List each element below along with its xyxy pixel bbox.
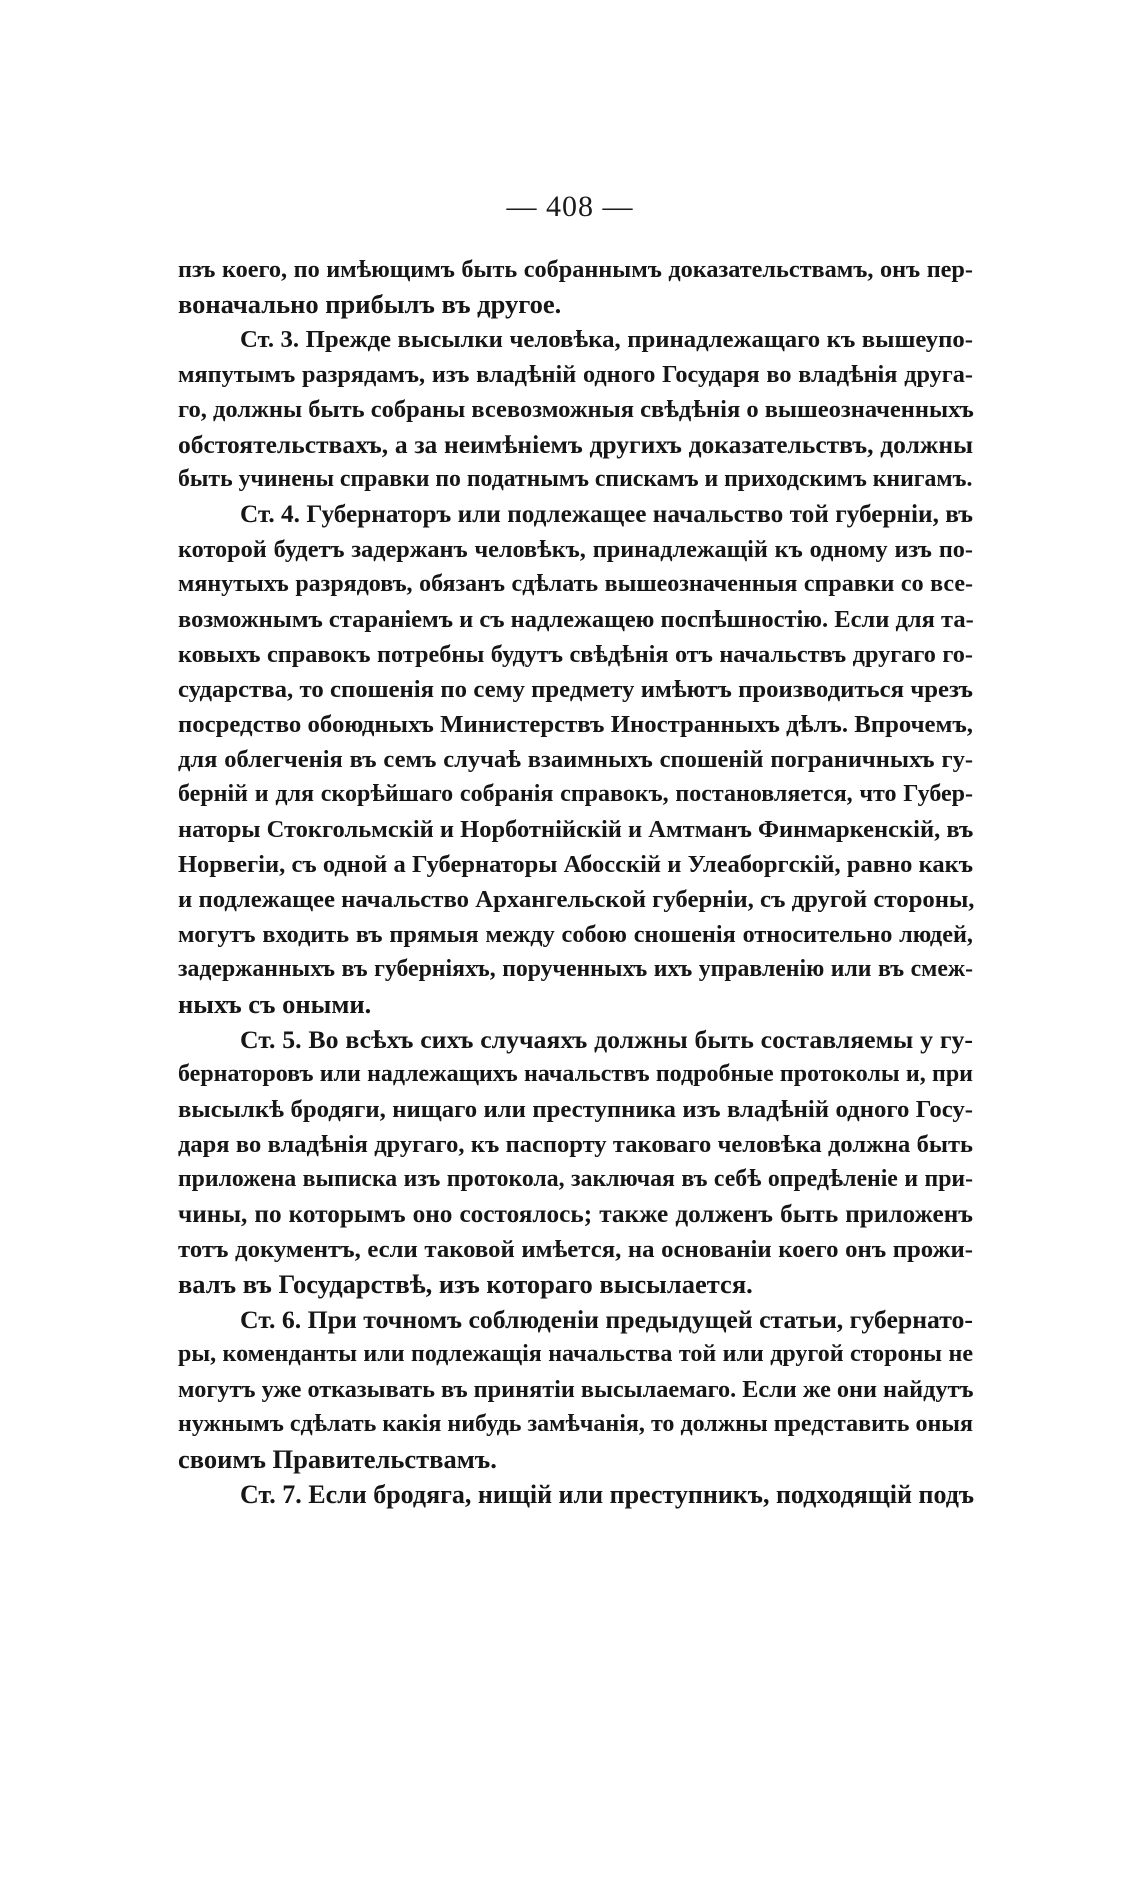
text-line: нужнымъ сдѣлать какія нибудь замѣчанія, то должны представить оныя — [178, 1411, 973, 1437]
text-line: приложена выписка изъ протокола, заключая въ себѣ опредѣленіе и при- — [178, 1166, 973, 1192]
text-line: даря во владѣнія другаго, къ паспорту таковаго человѣка должна быть — [178, 1131, 973, 1158]
text-line: Норвегіи, съ одной а Губернаторы Абосскій и Улеаборгскій, равно какъ — [178, 851, 973, 878]
text-line: могутъ входить въ прямыя между собою сношенія относительно людей, — [178, 921, 973, 948]
text-line: ры, коменданты или подлежащія начальства той или другой стороны не — [178, 1341, 973, 1367]
text-line: ковыхъ справокъ потребны будутъ свѣдѣнія отъ начальствъ другаго го- — [178, 641, 973, 668]
page-number: — 408 — — [506, 190, 634, 223]
text-line: Ст. 3. Прежде высылки человѣка, принадлежащаго къ вышеупо- — [240, 326, 973, 353]
text-line: своимъ Правительствамъ. — [178, 1444, 497, 1474]
text-line: могутъ уже отказывать въ принятіи высылаемаго. Если же они найдутъ — [178, 1376, 974, 1403]
text-line: быть учинены справки по податнымъ спискамъ и приходскимъ книгамъ. — [178, 466, 973, 492]
text-line: Ст. 7. Если бродяга, нищій или преступникъ, подходящій подъ — [240, 1480, 975, 1509]
text-line: тотъ документъ, если таковой имѣется, на основаніи коего онъ прожи- — [178, 1236, 973, 1263]
text-line: воначально прибылъ въ другое. — [178, 289, 562, 319]
text-line: и подлежащее начальство Архангельской губерніи, съ другой стороны, — [178, 886, 975, 913]
text-line: обстоятельствахъ, а за неимѣніемъ другихъ доказательствъ, должны — [178, 430, 973, 459]
text-line: для облегченія въ семъ случаѣ взаимныхъ спошеній пограничныхъ гу- — [178, 746, 973, 773]
text-line: валъ въ Государствѣ, изъ котораго высылается. — [178, 1269, 753, 1299]
text-line: Ст. 5. Во всѣхъ сихъ случаяхъ должны быть составляемы у гу- — [240, 1025, 973, 1054]
text-line: задержанныхъ въ губерніяхъ, порученныхъ ихъ управленію или въ смеж- — [178, 956, 973, 982]
text-line: чины, по которымъ оно состоялось; также долженъ быть приложенъ — [178, 1200, 973, 1228]
text-line: сударства, то спошенія по сему предмету имѣютъ производиться чрезъ — [178, 676, 973, 703]
text-line: ныхъ съ оными. — [178, 989, 372, 1019]
text-line: наторы Стокгольмскій и Норботнійскій и Амтманъ Финмаркенскій, въ — [178, 816, 974, 843]
text-line: берній и для скорѣйшаго собранія справокъ, постановляется, что Губер- — [178, 781, 973, 807]
text-line: го, должны быть собраны всевозможныя свѣдѣнія о вышеозначенныхъ — [178, 396, 974, 423]
text-line: мянутыхъ разрядовъ, обязанъ сдѣлать вышеозначенныя справки со все- — [178, 571, 973, 597]
text-line: Ст. 6. При точномъ соблюденіи предыдущей статьи, губернато- — [240, 1305, 973, 1334]
text-line: посредство обоюдныхъ Министерствъ Иностранныхъ дѣлъ. Впрочемъ, — [178, 711, 973, 738]
text-line: пзъ коего, по имѣющимъ быть собраннымъ доказательствамъ, онъ пер- — [178, 256, 973, 283]
text-line: которой будетъ задержанъ человѣкъ, принадлежащій къ одному изъ по- — [178, 536, 973, 563]
text-line: возможнымъ стараніемъ и съ надлежащею поспѣшностію. Если для та- — [178, 606, 974, 633]
text-line: высылкѣ бродяги, нищаго или преступника изъ владѣній одного Госу- — [178, 1096, 973, 1123]
text-line: Ст. 4. Губернаторъ или подлежащее начальство той губерніи, въ — [240, 500, 973, 528]
text-line: бернаторовъ или надлежащихъ начальствъ подробные протоколы и, при — [178, 1061, 973, 1087]
body-text — [178, 252, 973, 1512]
text-line: мяпутымъ разрядамъ, изъ владѣній одного Государя во владѣнія друга- — [178, 361, 973, 388]
